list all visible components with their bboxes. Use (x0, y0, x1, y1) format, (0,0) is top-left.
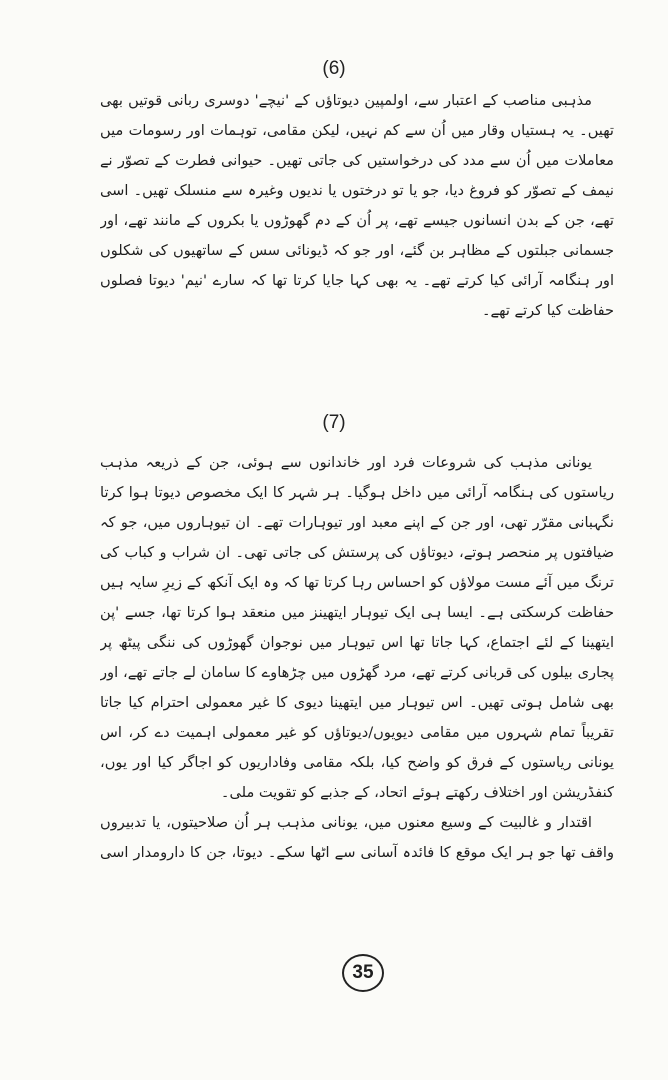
text-line: ریاستوں کی ہنگامہ آرائی میں داخل ہوگیا۔ ہر شہر کا ایک مخصوص دیوتا ہوا کرتا (100, 484, 614, 501)
text-line: حفاظت کیا کرتے تھے۔ (481, 302, 614, 319)
text-line: اقتدار و غالبیت کے وسیع معنوں میں، یونانی مذہب ہر اُن صلاحیتوں، یا تدبیروں (100, 814, 592, 831)
text-line: تھے، جن کے بدن انسانوں جیسے تھے، پر اُن کے دم گھوڑوں یا بکروں کے مانند تھے، اور (100, 212, 614, 229)
section-6-heading: (6) (322, 58, 346, 79)
text-line: مذہبی مناصب کے اعتبار سے، اولمپین دیوتاؤں کے 'نیچے' دوسری ربانی قوتیں بھی (100, 92, 592, 109)
text-line: اور ہنگامہ آرائی کیا کرتے تھے۔ یہ بھی کہا جایا کرتا تھا کہ سارے 'نیم' دیوتا فصلوں (100, 272, 614, 289)
text-line: ایتھینا کے لئے اجتماع، کہا جاتا تھا اس تیوہار میں نوجوان گھوڑوں کی ننگی پیٹھ پر (100, 634, 614, 651)
text-line: تقریباً تمام شہروں میں مقامی دیویوں/دیوتاؤں کو غیر معمولی اہمیت دے کر، اس (100, 724, 614, 741)
section-7-heading: (7) (322, 412, 346, 433)
text-line: یونانی ریاستوں کے فرق کو واضح کیا، بلکہ مقامی وفاداریوں کو اجاگر کیا اور یوں، (100, 754, 614, 771)
section-7-paragraph (100, 448, 614, 868)
text-line: نگہبانی مقرّر تھی، اور جن کے اپنے معبد اور تیوہارات تھے۔ ان تیوہاروں میں، جو کہ (100, 514, 614, 531)
text-line: جسمانی جبلتوں کے مظاہر بن گئے، اور جو کہ ڈیونائی سس کے ساتھیوں کی شکلوں (100, 242, 614, 259)
page-number: 35 (342, 954, 384, 992)
text-line: ترنگ میں آئے مست مولاؤں کو احساس رہا کرتا تھا کہ وہ ایک آنکھ کے زیرِ سایہ ہیں (100, 574, 614, 591)
text-line: واقف تھا جو ہر ایک موقع کا فائدہ آسانی سے اٹھا سکے۔ دیوتا، جن کا دارومدار اسی (100, 844, 614, 861)
text-line: ضیافتوں پر منحصر ہوتے، دیوتاؤں کی پرستش کی جاتی تھی۔ ان شراب و کباب کی (100, 544, 614, 561)
text-line: یونانی مذہب کی شروعات فرد اور خاندانوں سے ہوئی، جن کے ذریعہ مذہب (100, 454, 592, 471)
text-line: حفاظت کرسکتی ہے۔ ایسا ہی ایک تیوہار ایتھینز میں منعقد ہوا کرتا تھا، جسے 'پن (100, 604, 614, 621)
text-line: تھیں۔ یہ ہستیاں وقار میں اُن سے کم نہیں، لیکن مقامی، توہمات اور رسومات میں (100, 122, 614, 139)
text-line: نیمف کے تصوّر کو فروغ دیا، جو یا تو درختوں یا ندیوں وغیرہ سے منسلک تھیں۔ اسی (100, 182, 614, 199)
text-line: بھی شامل ہوتی تھیں۔ اس تیوہار میں ایتھینا دیوی کا غیر معمولی احترام کیا جاتا (100, 694, 614, 711)
text-line: معاملات میں اُن سے مدد کی درخواستیں کی جاتی تھیں۔ حیوانی فطرت کے تصوّر نے (100, 152, 614, 169)
text-line: کنفڈریشن اور اختلاف رکھتے ہوئے اتحاد، کے جذبے کو تقویت ملی۔ (220, 784, 614, 801)
text-line: پجاری بیلوں کی قربانی کرتے تھے، مرد گھڑوں میں چڑھاوے کا سامان لے جاتے تھے، اور (100, 664, 614, 681)
section-6-paragraph (100, 86, 614, 326)
